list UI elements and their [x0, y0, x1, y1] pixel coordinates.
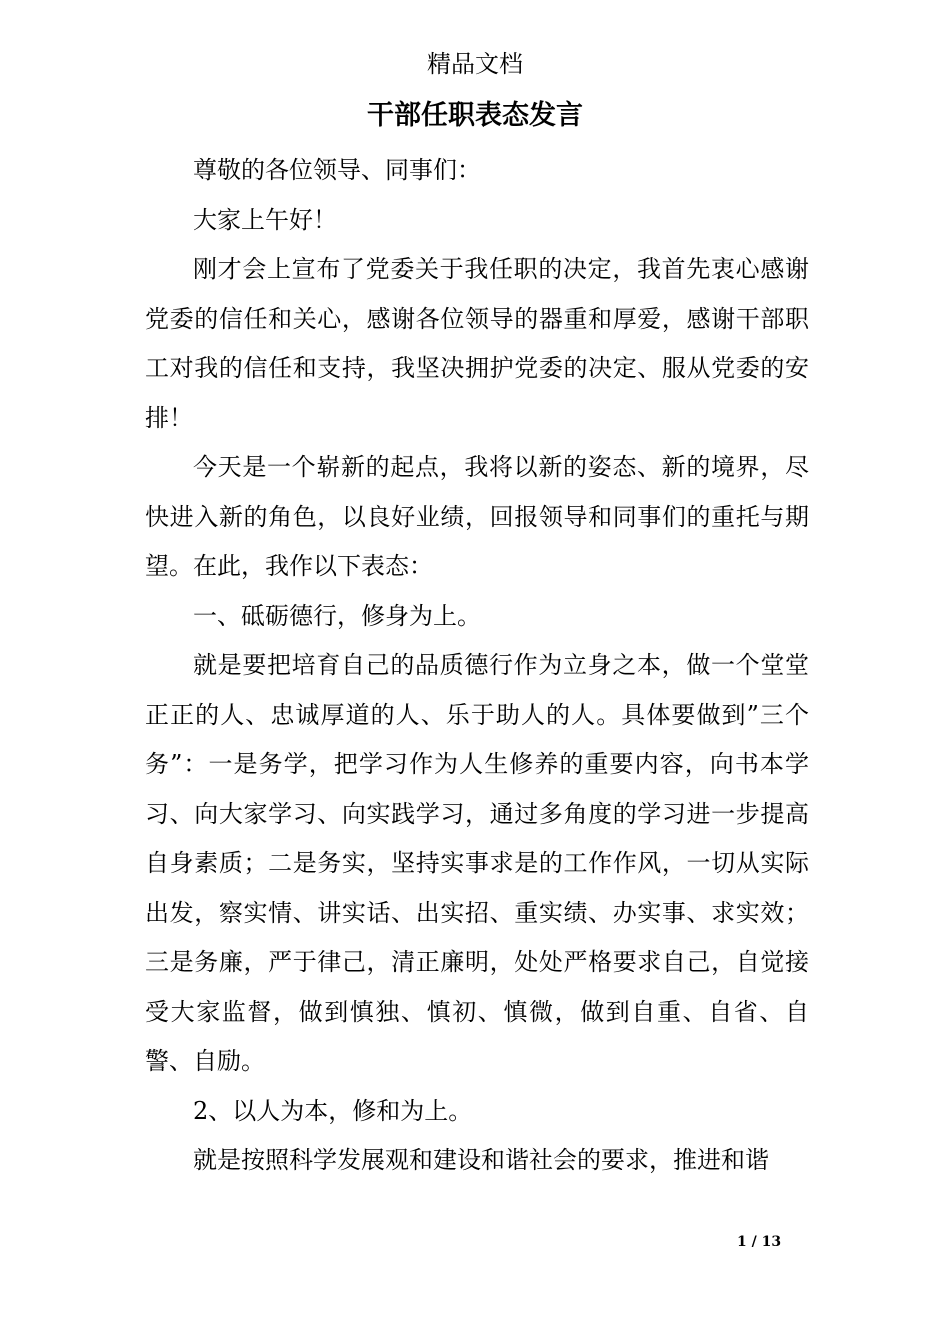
paragraph-thanks: 刚才会上宣布了党委关于我任职的决定，我首先衷心感谢党委的信任和关心，感谢各位领导的器重和厚爱，感谢干部职工对我的信任和支持，我坚决拥护党委的决定、服从党委的安排！ — [145, 255, 809, 432]
section-heading-2: 2、以人为本，修和为上。 — [193, 1096, 473, 1125]
paragraph-section-1: 就是要把培育自己的品质德行作为立身之本，做一个堂堂正正的人、忠诚厚道的人、乐于助人的人。具体要做到”三个务”：一是务学，把学习作为人生修养的重要内容，向书本学习、向大家学习、向实践学习，通过多角度的学习进一步提高自身素质；二是务实，坚持实事求是的工作作风，一切从实际出发，察实情、讲实话、出实招、重实绩、办实事、求实效；三是务廉，严于律己，清正廉明，处处严格要求自己，自觉接受大家监督，做到慎独、慎初、慎微，做到自重、自省、自警、自励。 — [145, 651, 809, 1075]
page-indicator: 1 / 13 — [737, 1234, 782, 1250]
paragraph-section-2: 就是按照科学发展观和建设和谐社会的要求，推进和谐 — [193, 1146, 769, 1174]
document-body — [145, 146, 809, 1186]
salutation: 尊敬的各位领导、同事们： — [193, 156, 481, 184]
document-title: 干部任职表态发言 — [367, 100, 583, 131]
section-heading-1: 一、砥砺德行，修身为上。 — [193, 601, 481, 630]
paragraph-intro: 今天是一个崭新的起点，我将以新的姿态、新的境界，尽快进入新的角色，以良好业绩，回报领导和同事们的重托与期望。在此，我作以下表态： — [145, 453, 809, 580]
greeting: 大家上午好！ — [193, 205, 337, 234]
page-header: 精品文档 — [427, 50, 523, 78]
